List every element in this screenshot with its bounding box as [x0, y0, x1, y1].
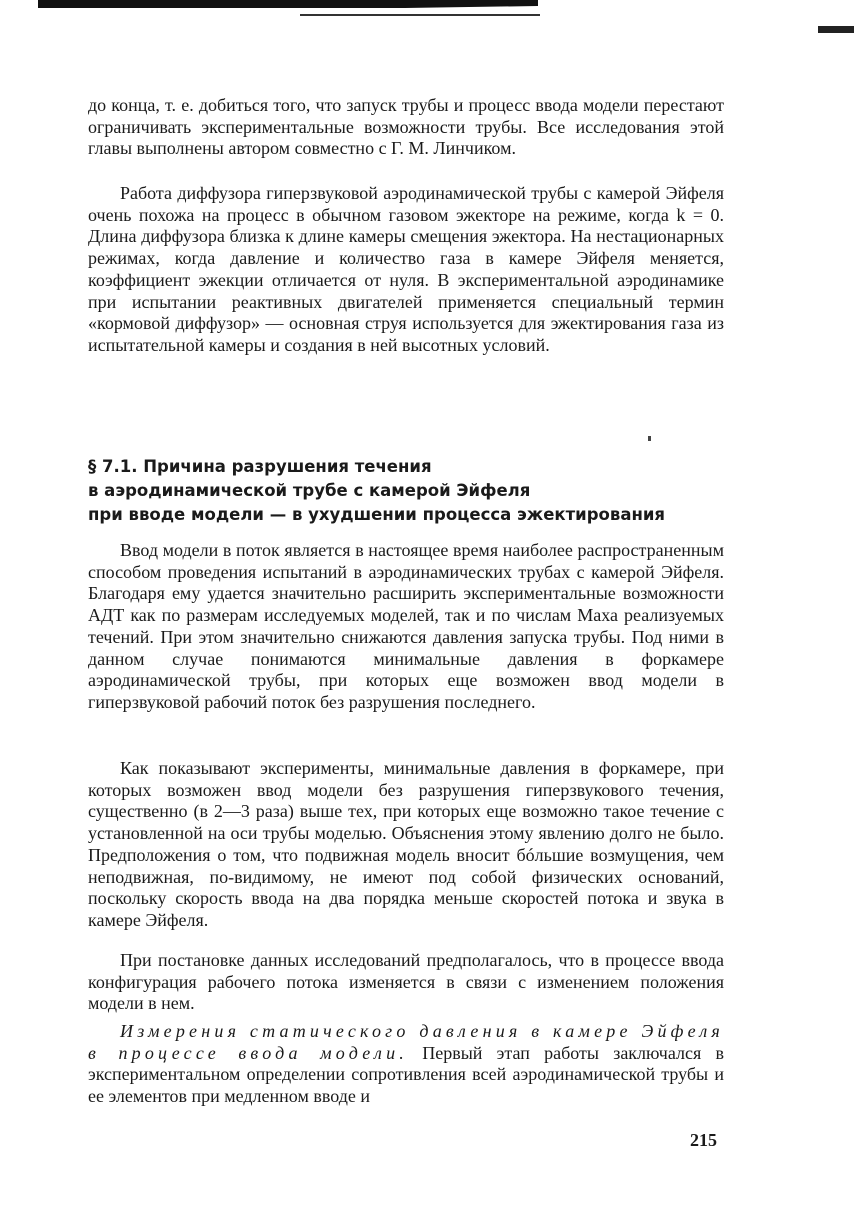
paragraph-pressure-measurement-text — [88, 1021, 724, 1108]
paragraph-diffuser — [88, 183, 724, 357]
paragraph-assumption — [88, 950, 724, 1015]
section-title-line-3: при вводе модели — в ухудшении процесса эжектирования — [88, 505, 666, 524]
scan-corner-mark — [818, 26, 854, 33]
paragraph-model-input-text: Ввод модели в поток является в настоящее время наиболее распространенным способом проведения испытаний в аэродинамических трубах с камерой Эйфеля. Благодаря ему удается значительно расширить экспериментальные возможности АДТ как по размерам исследуемых моделей, так и по числам Маха реализуемых течений. При этом значительно снижаются давления запуска трубы. Под ними в данном случае понимаются минимальные давления в форкамере аэродинамической трубы, при которых еще возможен ввод модели в гиперзвуковой рабочий поток без разрушения последнего. — [88, 540, 724, 712]
section-heading-line-1 — [88, 455, 728, 479]
paragraph-experiments-text: Как показывают эксперименты, минимальные давления в форкамере, при которых возможен ввод модели без разрушения гиперзвукового течения, существенно (в 2—3 раза) выше тех, при которых еще возможно такое течение с установленной на оси трубы моделью. Объяснения этому явлению долго не было. Предположения о том, что подвижная модель вносит бóльшие возмущения, чем неподвижная, по-видимому, не имеют под собой физических оснований, поскольку скорость ввода на два порядка меньше скоростей потока и звука в камере Эйфеля. — [88, 758, 724, 930]
section-title-line-1: Причина разрушения течения — [143, 457, 432, 476]
run-in-heading: Измерения статического давления в камере Эйфеля в процессе ввода модели. — [88, 1021, 724, 1063]
paragraph-diffuser-text: Работа диффузора гиперзвуковой аэродинамической трубы с камерой Эйфеля очень похожа на процесс в обычном газовом эжекторе на режиме, когда k = 0. Длина диффузора близка к длине камеры смещения эжектора. На нестационарных режимах, когда давление и количество газа в камере Эйфеля меняется, коэффициент эжекции отличается от нуля. В экспериментальной аэродинамике при испытании реактивных двигателей применяется специальный термин «кормовой диффузор» — основная струя используется для эжектирования газа из испытательной камеры и создания в ней высотных условий. — [88, 183, 724, 355]
paragraph-pressure-measurement-body: Первый этап работы заключался в экспериментальном определении сопротивления всей аэродинамической трубы и ее элементов при медленном вводе и — [88, 1042, 724, 1107]
paragraph-assumption-text: При постановке данных исследований предполагалось, что в процессе ввода конфигурация рабочего потока изменяется в связи с изменением положения модели в нем. — [88, 950, 724, 1014]
section-number: § 7.1. — [88, 457, 138, 476]
section-heading — [88, 455, 728, 527]
page-number: 215 — [690, 1130, 717, 1150]
scan-edge-line — [300, 14, 540, 16]
stray-mark — [648, 436, 651, 441]
section-title-line-2: в аэродинамической трубе с камерой Эйфеля — [88, 481, 531, 500]
paragraph-model-input — [88, 540, 724, 714]
paragraph-intro — [88, 95, 724, 160]
paragraph-intro-text: до конца, т. е. добиться того, что запуск трубы и процесс ввода модели перестают ограничивать экспериментальные возможности трубы. Все исследования этой главы выполнены автором совместно с Г. М. Линчиком. — [88, 95, 724, 159]
paragraph-pressure-measurement — [88, 1021, 724, 1108]
paragraph-experiments — [88, 758, 724, 932]
